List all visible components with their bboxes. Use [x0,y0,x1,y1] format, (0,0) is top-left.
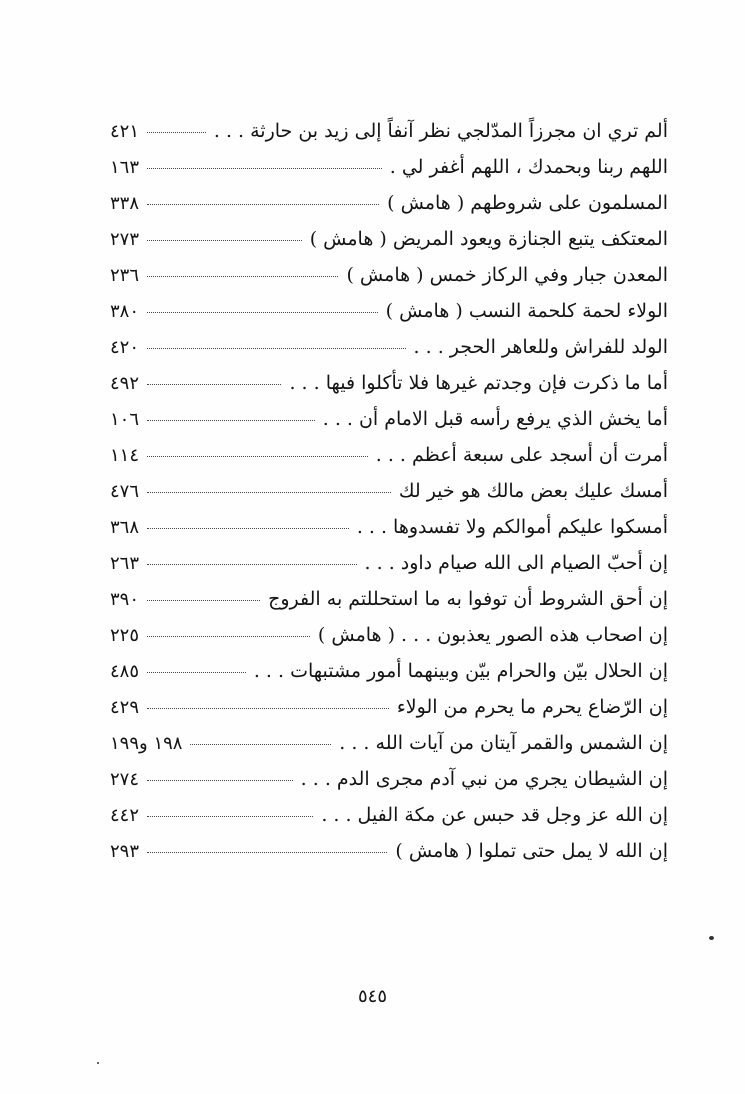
dot-leader [147,348,406,349]
scan-speck [97,1062,99,1064]
dot-leader [147,420,315,421]
entry-text: أمرت أن أسجد على سبعة أعظم . . . [375,444,668,466]
dot-leader [190,744,331,745]
entry-page-number: ١٩٨ و١٩٩ [110,733,183,754]
entry-page-number: ٤٧٦ [110,481,140,502]
entry-page-number: ١٦٣ [110,157,140,178]
entry-page-number: ١١٤ [110,445,140,466]
dot-leader [147,168,382,169]
index-entry [110,689,668,725]
dot-leader [147,204,379,205]
index-entry [110,257,668,293]
dot-leader [147,600,260,601]
entry-text: الولد للفراش وللعاهر الحجر . . . [413,336,668,358]
entry-page-number: ٤٢١ [110,121,140,142]
entry-page-number: ٤٨٥ [110,661,140,682]
index-entry [110,149,668,185]
index-entry [110,293,668,329]
index-entry [110,221,668,257]
dot-leader [147,564,357,565]
index-entry [110,113,668,149]
entry-page-number: ٤٤٢ [110,805,140,826]
dot-leader [147,240,302,241]
dot-leader [147,132,206,133]
dot-leader [147,384,281,385]
entry-page-number: ٢٧٤ [110,769,140,790]
entry-text: أمسك عليك بعض مالك هو خير لك [398,480,668,502]
entry-text: أمسكوا عليكم أموالكم ولا تفسدوها . . . [356,516,668,538]
entry-text: إن الشمس والقمر آيتان من آيات الله . . . [339,732,668,754]
dot-leader [147,852,387,853]
index-entry [110,581,668,617]
entry-page-number: ٣٨٠ [110,301,140,322]
index-entry [110,401,668,437]
index-entry [110,437,668,473]
page-number: ٥٤٥ [357,986,387,1007]
index-entry [110,725,668,761]
entry-text: المعتكف يتبع الجنازة ويعود المريض ( هامش ) [309,228,668,250]
index-entry [110,833,668,869]
dot-leader [147,816,313,817]
entry-text: ألم تري ان مجرزاً المدّلجي نظر آنفاً إلى زيد بن حارثة . . . [213,120,668,142]
entry-page-number: ٢٣٦ [110,265,140,286]
entry-text: أما ما ذكرت فإن وجدتم غيرها فلا تأكلوا فيها . . . [289,372,668,394]
entry-text: إن الله لا يمل حتى تملوا ( هامش ) [395,840,668,862]
entry-page-number: ٢٧٣ [110,229,140,250]
index-entry [110,797,668,833]
index-entry [110,509,668,545]
index-entry [110,545,668,581]
dot-leader [147,312,378,313]
index-entry [110,617,668,653]
dot-leader [147,456,368,457]
dot-leader [147,276,338,277]
entry-page-number: ٤٩٢ [110,373,140,394]
entry-text: إن الله عز وجل قد حبس عن مكة الفيل . . . [321,804,668,826]
dot-leader [147,492,391,493]
entry-text: إن الرّضاع يحرم ما يحرم من الولاء [396,696,668,718]
entry-page-number: ٢٢٥ [110,625,140,646]
entry-page-number: ٣٣٨ [110,193,140,214]
entry-page-number: ٢٦٣ [110,553,140,574]
dot-leader [147,528,349,529]
entry-text: الولاء لحمة كلحمة النسب ( هامش ) [385,300,668,322]
scan-speck [709,936,714,940]
entry-text: إن أحبّ الصيام الى الله صيام داود . . . [364,552,668,574]
entry-text: إن الشيطان يجري من نبي آدم مجرى الدم . . . [300,768,668,790]
entry-page-number: ٣٦٨ [110,517,140,538]
index-entry [110,365,668,401]
entry-text: إن أحق الشروط أن توفوا به ما استحللتم به الفروج [268,588,668,610]
hadith-index-list [110,113,668,869]
index-entry [110,185,668,221]
entry-text: أما يخش الذي يرفع رأسه قبل الامام أن . . . [322,408,668,430]
entry-text: المسلمون على شروطهم ( هامش ) [387,192,668,214]
entry-page-number: ٣٩٠ [110,589,140,610]
entry-page-number: ٤٢٩ [110,697,140,718]
index-entry [110,653,668,689]
entry-text: إن الحلال بيّن والحرام بيّن وبينهما أمور مشتبهات . . . [253,660,668,682]
dot-leader [147,636,310,637]
index-entry [110,473,668,509]
dot-leader [147,780,293,781]
dot-leader [147,672,246,673]
entry-text: المعدن جبار وفي الركاز خمس ( هامش ) [346,264,668,286]
entry-page-number: ٢٩٣ [110,841,140,862]
entry-text: إن اصحاب هذه الصور يعذبون . . . ( هامش ) [317,624,668,646]
entry-text: اللهم ربنا وبحمدك ، اللهم أغفر لي . [389,156,668,178]
entry-page-number: ١٠٦ [110,409,140,430]
dot-leader [147,708,389,709]
index-entry [110,761,668,797]
entry-page-number: ٤٢٠ [110,337,140,358]
index-entry [110,329,668,365]
